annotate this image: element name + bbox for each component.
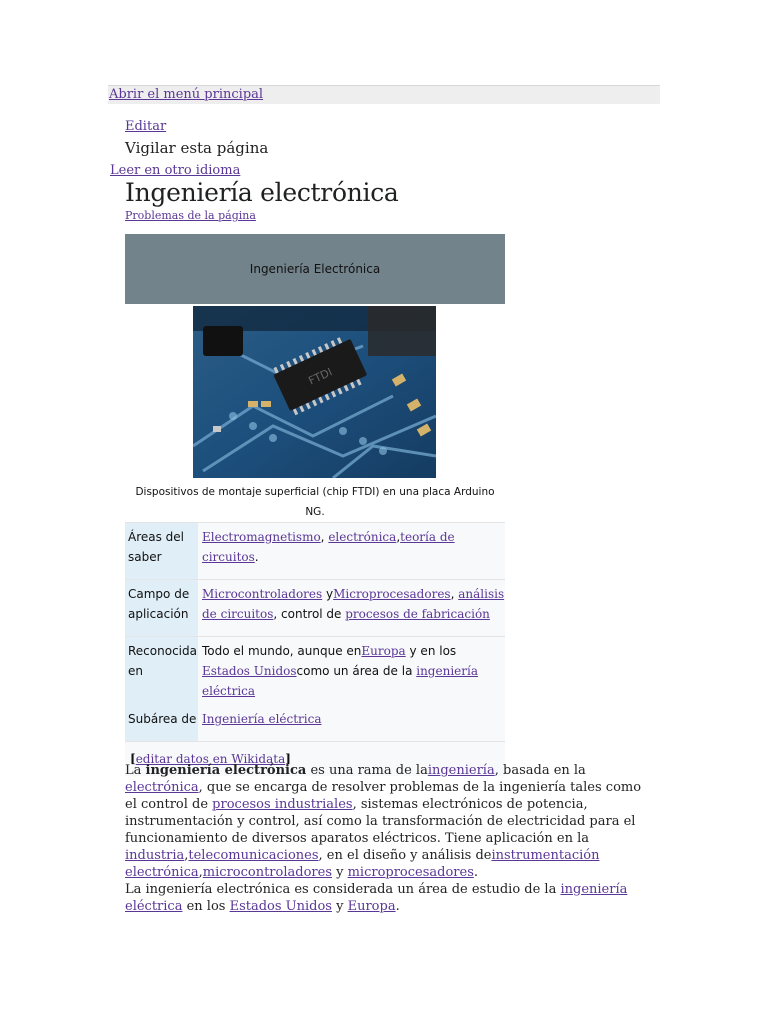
article-body [125, 762, 645, 915]
article-text: y [331, 899, 348, 914]
infobox-row-label: Áreas del saber [125, 523, 198, 579]
article-text: , en el diseño y análisis de [318, 848, 492, 863]
article-text: La [125, 763, 146, 778]
infobox-value-text: , [396, 530, 401, 544]
infobox-value-link[interactable]: Electromagnetismo [202, 530, 321, 544]
article-link[interactable]: Estados Unidos [229, 899, 332, 914]
infobox-row [125, 579, 505, 636]
edit-bracket-open: [ [130, 752, 136, 766]
article-text: La ingeniería electrónica es considerada un área de estudio de la [125, 882, 561, 897]
infobox-value-link[interactable]: Ingeniería eléctrica [202, 712, 322, 726]
infobox-value-link[interactable]: electrónica [328, 530, 397, 544]
article-text: y [331, 865, 348, 880]
infobox-value-link[interactable]: análisis de circuitos [202, 587, 505, 621]
edit-wikidata-link[interactable]: editar datos en Wikidata [135, 752, 286, 766]
article-text: , que se encarga de resolver problemas de la ingeniería tales como el control de [125, 780, 642, 812]
infobox-row-label: Campo de aplicación [125, 580, 198, 636]
infobox-value-text: y en los [405, 644, 457, 658]
infobox-header: Ingeniería Electrónica [125, 234, 505, 304]
infobox-row-label: Subárea de [125, 705, 198, 741]
edit-link[interactable]: Editar [125, 119, 167, 134]
article-text: en los [182, 899, 230, 914]
infobox-value-link[interactable]: teoría de circuitos [202, 530, 455, 564]
article-text: . [473, 865, 479, 880]
watch-page-link[interactable]: Vigilar esta página [125, 139, 269, 157]
article-text: es una rama de la [306, 763, 428, 778]
infobox-value-link[interactable]: Estados Unidos [202, 664, 297, 678]
article-link[interactable]: industria [125, 848, 185, 863]
infobox-value-link[interactable]: Microprocesadores [333, 587, 451, 601]
infobox-row-value [198, 705, 505, 741]
article-link[interactable]: instrumentación electrónica [125, 848, 600, 880]
page-title: Ingeniería electrónica [125, 178, 399, 207]
infobox-row-value [198, 523, 505, 579]
chip-label: FTDI [306, 365, 335, 388]
other-language-link[interactable]: Leer en otro idioma [110, 163, 241, 178]
infobox-value-link[interactable]: Microcontroladores [202, 587, 323, 601]
infobox-row [125, 522, 505, 579]
article-link[interactable]: Europa [347, 899, 396, 914]
infobox-image-container [125, 304, 505, 478]
article-link[interactable]: electrónica [125, 780, 199, 795]
infobox-value-text: , [320, 530, 329, 544]
article-text: , [184, 848, 189, 863]
infobox-row-value [198, 637, 505, 705]
circuit-board-photo-icon [193, 306, 436, 478]
article-link[interactable]: procesos industriales [212, 797, 353, 812]
infobox-value-text: Todo el mundo, aunque en [202, 644, 362, 658]
infobox-value-text: . [254, 550, 259, 564]
open-main-menu-link[interactable]: Abrir el menú principal [109, 87, 264, 102]
infobox-value-text: , control de [273, 607, 346, 621]
infobox-caption: Dispositivos de montaje superficial (chip FTDI) en una placa Arduino NG. [135, 486, 495, 518]
infobox-value-text: , [450, 587, 459, 601]
article-paragraph-2 [125, 881, 645, 915]
infobox-value-text: y [322, 587, 334, 601]
infobox-row-label: Reconocida en [125, 637, 198, 705]
article-text: , sistemas electrónicos de potencia, instrumentación y control, así como la transformación de electricidad para el funcionamiento de diversos aparatos eléctricos. Tiene aplicación en la [125, 797, 636, 846]
infobox-row [125, 705, 505, 741]
article-link[interactable]: microprocesadores [347, 865, 474, 880]
edit-bracket-close: ] [285, 752, 291, 766]
article-link[interactable]: microcontroladores [202, 865, 332, 880]
infobox-value-link[interactable]: ingeniería eléctrica [202, 664, 478, 698]
infobox-row-value [198, 580, 505, 636]
page-problems-link[interactable]: Problemas de la página [125, 209, 256, 222]
article-text: , [198, 865, 203, 880]
article-link[interactable]: ingeniería eléctrica [125, 882, 628, 914]
article-text: , basada en la [494, 763, 586, 778]
article-link[interactable]: ingeniería [427, 763, 495, 778]
article-paragraph-1 [125, 762, 645, 881]
article-link[interactable]: telecomunicaciones [188, 848, 319, 863]
article-text: . [395, 899, 400, 914]
circuit-board-image[interactable] [193, 306, 436, 478]
infobox-value-link[interactable]: Europa [361, 644, 406, 658]
infobox-value-text: como un área de la [296, 664, 417, 678]
infobox-row [125, 636, 505, 705]
infobox-rows [125, 522, 505, 741]
article-text: ingeniería electrónica [145, 763, 307, 778]
top-bar [108, 85, 660, 104]
infobox-value-link[interactable]: procesos de fabricación [345, 607, 490, 621]
infobox [125, 234, 505, 776]
